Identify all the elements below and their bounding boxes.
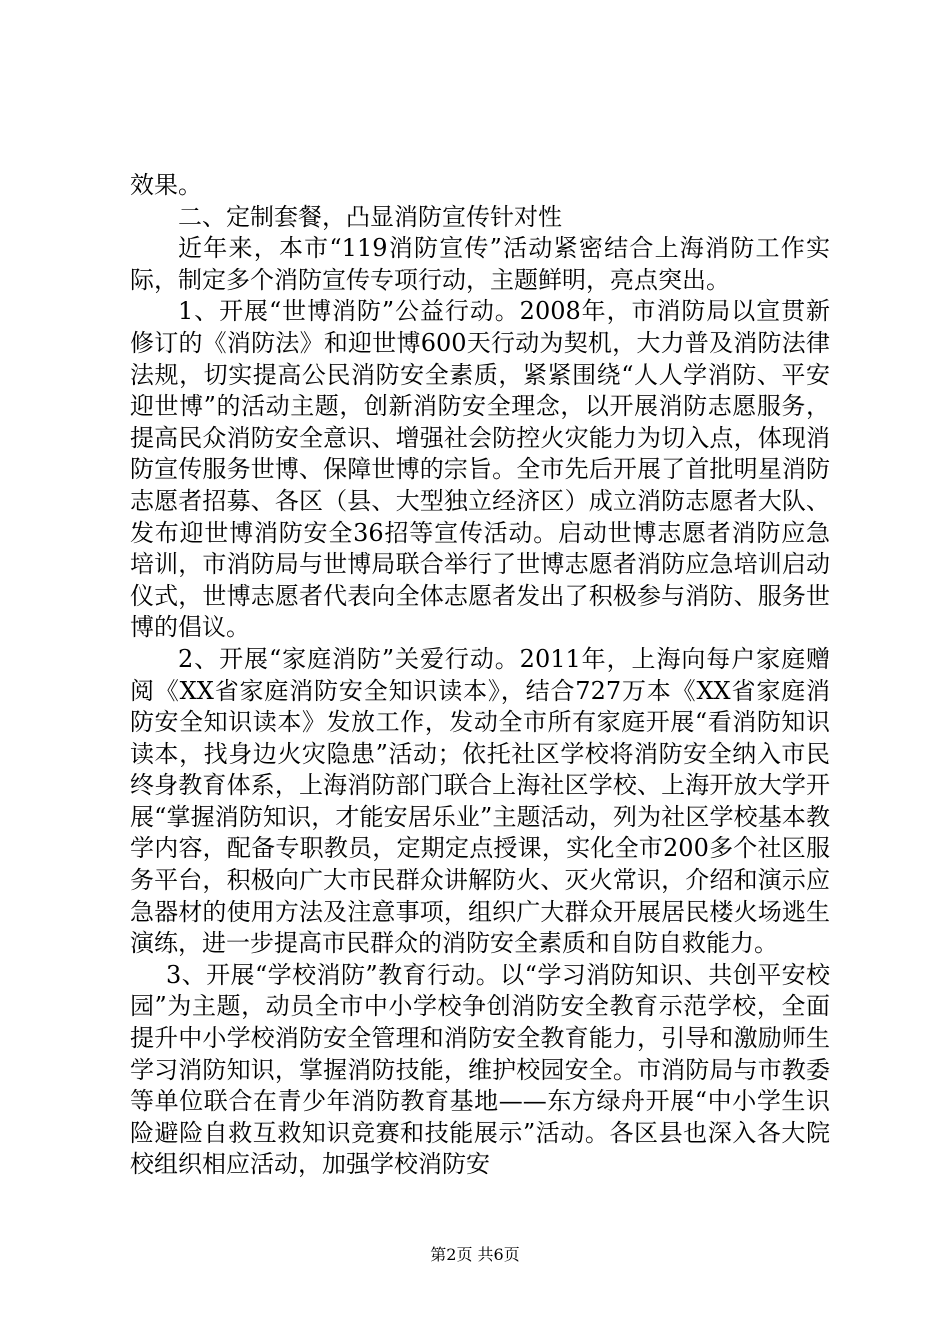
paragraph-item-2: 2、开展“家庭消防”关爱行动。2011年，上海向每户家庭赠阅《XX省家庭消防安全知识读本》，结合727万本《XX省家庭消防安全知识读本》发放工作，发动全市所有家庭开展“看消防知识读本，找身边火灾隐患”活动；依托社区学校将消防安全纳入市民终身教育体系，上海消防部门联合上海社区学校、上海开放大学开展“掌握消防知识，才能安居乐业”主题活动，列为社区学校基本教学内容，配备专职教员，定期定点授课，实化全市200多个社区服务平台，积极向广大市民群众讲解防火、灭火常识，介绍和演示应急器材的使用方法及注意事项，组织广大群众开展居民楼火场逃生演练，进一步提高市民群众的消防安全素质和自防自救能力。 (130, 644, 830, 958)
paragraph-item-3: 3、开展“学校消防”教育行动。以“学习消防知识、共创平安校园”为主题，动员全市中小学校争创消防安全教育示范学校，全面提升中小学校消防安全管理和消防安全教育能力，引导和激励师生学习消防知识，掌握消防技能，维护校园安全。市消防局与市教委等单位联合在青少年消防教育基地——东方绿舟开展“中小学生识险避险自救互救知识竞赛和技能展示”活动。各区县也深入各大院校组织相应活动，加强学校消防安 (130, 960, 830, 1179)
paragraph-continuation: 效果。 (130, 171, 202, 199)
section-heading: 二、定制套餐，凸显消防宣传针对性 (178, 202, 562, 231)
paragraph-intro: 近年来，本市“119消防宣传”活动紧密结合上海消防工作实际，制定多个消防宣传专项行动，主题鲜明，亮点突出。 (130, 234, 830, 294)
paragraph-item-1: 1、开展“世博消防”公益行动。2008年，市消防局以宣贯新修订的《消防法》和迎世博600天行动为契机，大力普及消防法律法规，切实提高公民消防安全素质，紧紧围绕“人人学消防、平安迎世博”的活动主题，创新消防安全理念，以开展消防志愿服务，提高民众消防安全意识、增强社会防控火灾能力为切入点，体现消防宣传服务世博、保障世博的宗旨。全市先后开展了首批明星消防志愿者招募、各区（县、大型独立经济区）成立消防志愿者大队、发布迎世博消防安全36招等宣传活动。启动世博志愿者消防应急培训，市消防局与世博局联合举行了世博志愿者消防应急培训启动仪式，世博志愿者代表向全体志愿者发出了积极参与消防、服务世博的倡议。 (130, 297, 830, 642)
page-footer: 第2页 共6页 (430, 1245, 520, 1264)
document-body (130, 170, 830, 1181)
